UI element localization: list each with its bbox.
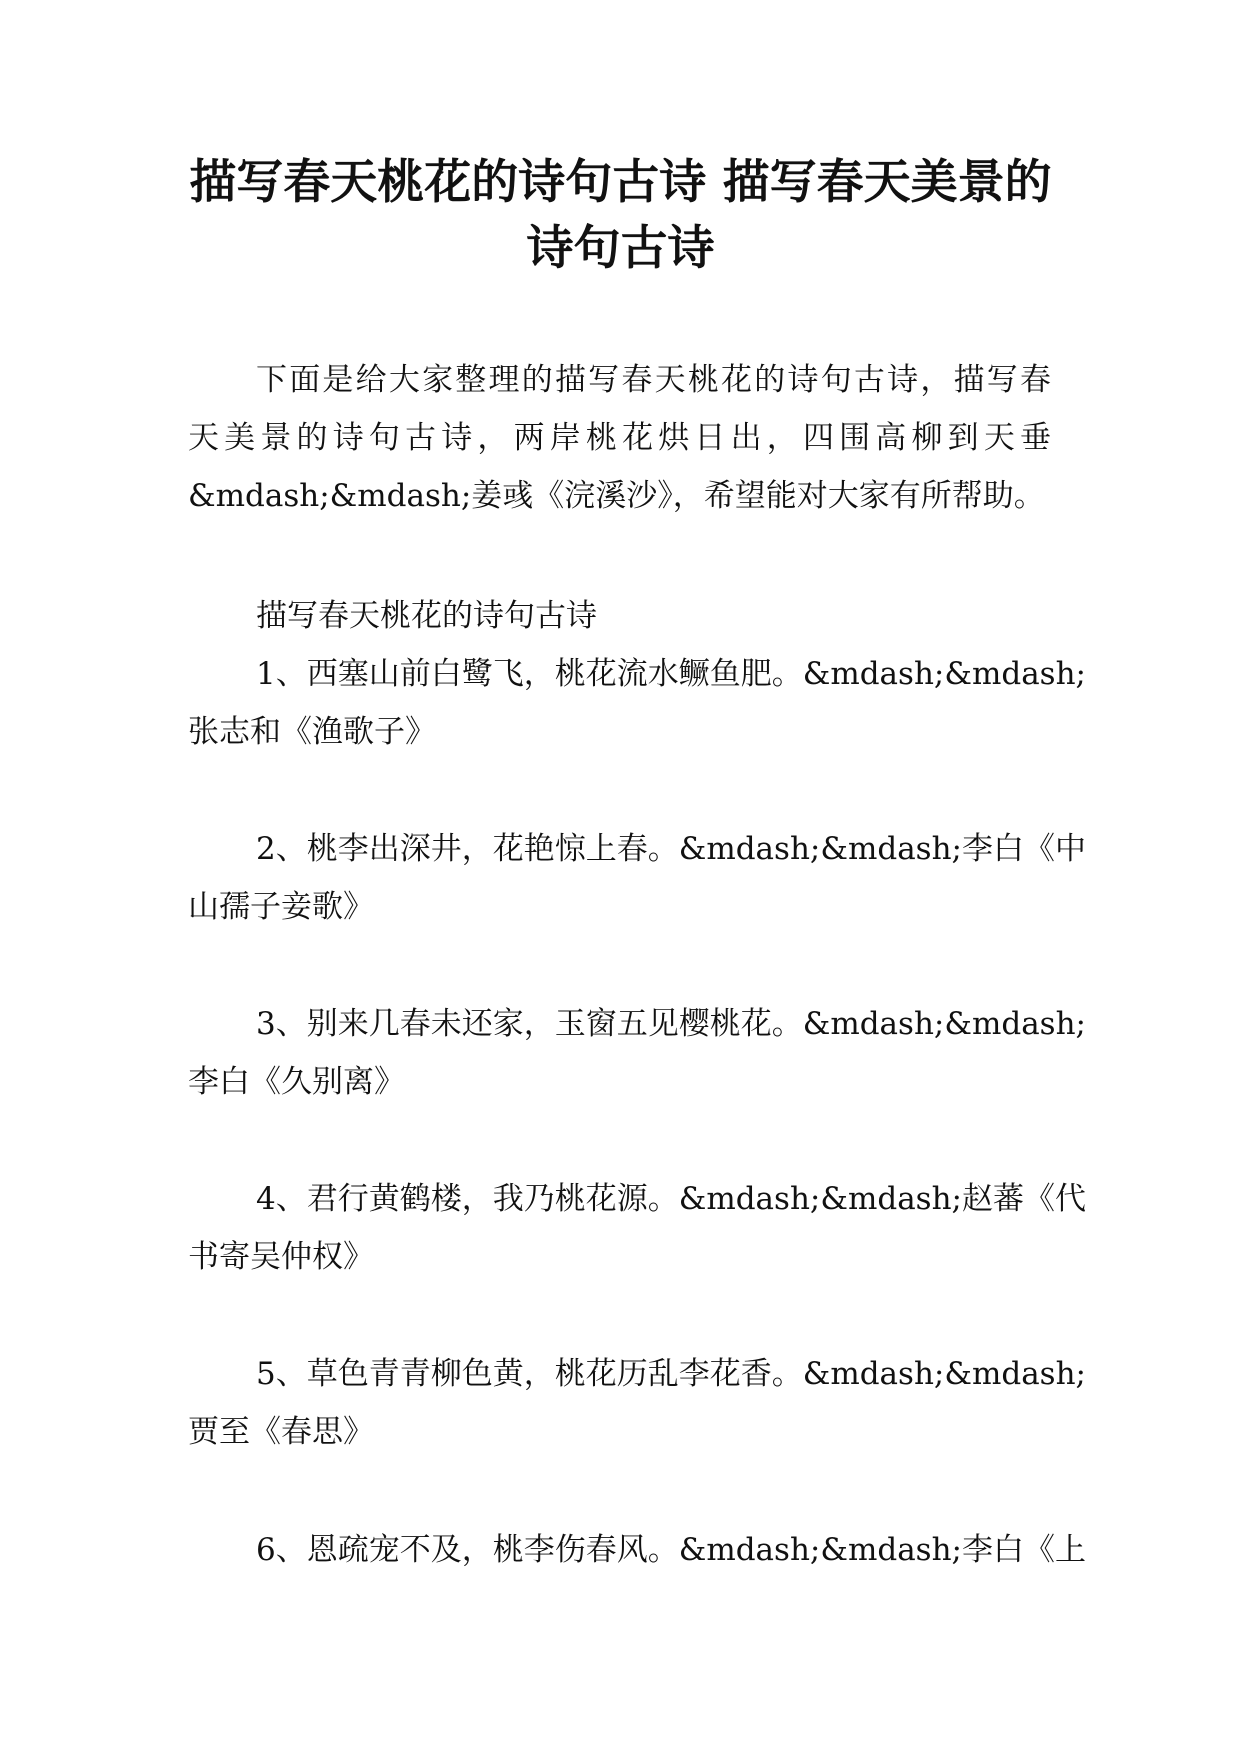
intro-line-3: &mdash;&mdash;姜彧《浣溪沙》，希望能对大家有所帮助。 (188, 478, 1045, 514)
title-line-2: 诗句古诗 (526, 221, 715, 276)
poem-5-line-1: 5、草色青青柳色黄，桃花历乱李花香。&mdash;&mdash; (256, 1356, 1086, 1392)
intro-line-2: 天美景的诗句古诗，两岸桃花烘日出，四围高柳到天垂 (188, 420, 1051, 456)
document-title (150, 150, 1091, 282)
poem-4-line-2: 书寄吴仲权》 (188, 1239, 374, 1275)
intro-line-1: 下面是给大家整理的描写春天桃花的诗句古诗，描写春 (256, 362, 1051, 398)
poem-1-line-1: 1、西塞山前白鹭飞，桃花流水鳜鱼肥。&mdash;&mdash; (256, 656, 1086, 692)
poem-5-line-2: 贾至《春思》 (188, 1414, 374, 1450)
poem-6-line-1: 6、恩疏宠不及，桃李伤春风。&mdash;&mdash;李白《上 (256, 1532, 1086, 1568)
poem-3-line-1: 3、别来几春未还家，玉窗五见樱桃花。&mdash;&mdash; (256, 1006, 1086, 1042)
title-line-1: 描写春天桃花的诗句古诗 描写春天美景的 (189, 155, 1052, 210)
poem-3-line-2: 李白《久别离》 (188, 1064, 405, 1100)
poem-2-line-2: 山孺子妾歌》 (188, 889, 374, 925)
poem-4-line-1: 4、君行黄鹤楼，我乃桃花源。&mdash;&mdash;赵蕃《代 (256, 1181, 1086, 1217)
section-heading: 描写春天桃花的诗句古诗 (256, 598, 597, 634)
poem-1-line-2: 张志和《渔歌子》 (188, 714, 436, 750)
poem-2-line-1: 2、桃李出深井，花艳惊上春。&mdash;&mdash;李白《中 (256, 831, 1086, 867)
